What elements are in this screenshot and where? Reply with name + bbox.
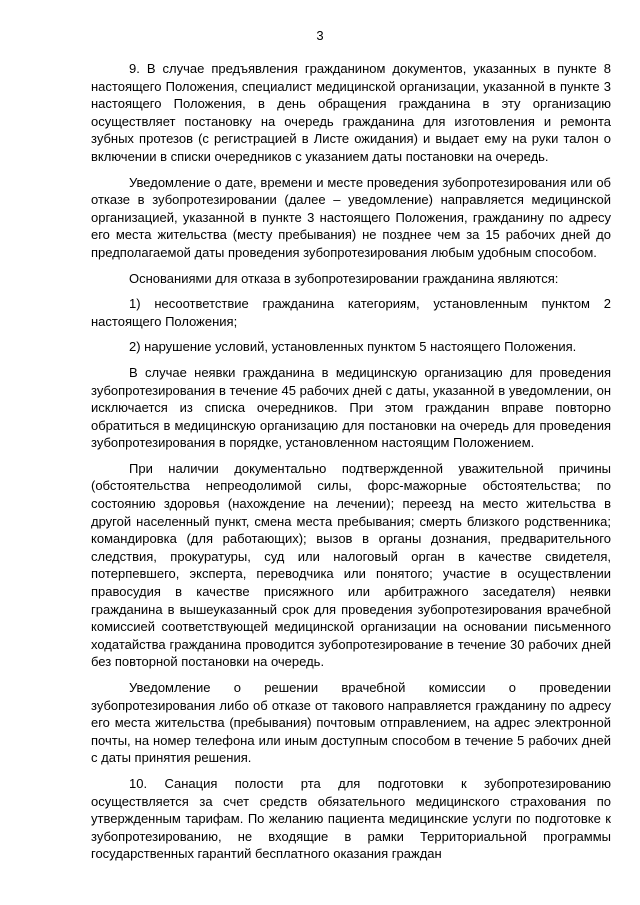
list-item-2: 2) нарушение условий, установленных пунктом 5 настоящего Положения. <box>129 339 577 355</box>
paragraph-refusal-grounds: Основаниями для отказа в зубопротезировании гражданина являются: <box>129 270 559 286</box>
paragraph-9: 9. В случае предъявления гражданином документов, указанных в пункте 8 настоящего Положения, специалист медицинской организации, указанной в пункте 3 настоящего Положения, в день обращения гражданина в эту организацию осуществляет постановку на очередь гражданина для изготовления и ремонта зубных протезов (с регистрацией в Листе ожидания) и выдает ему на руки талон о включении в списки очередников с указанием даты постановки на очередь. <box>91 61 611 164</box>
list-item-1: 1) несоответствие гражданина категориям, установленным пунктом 2 настоящего Положения; <box>91 296 611 329</box>
document-body <box>91 60 611 871</box>
paragraph-commission-decision: Уведомление о решении врачебной комиссии о проведении зубопротезирования либо об отказе от такового направляется гражданину по адресу его места жительства (пребывания) почтовым отправлением, на адрес электронной почты, на номер телефона или иным доступным способом в течение 5 рабочих дней с даты принятия решения. <box>91 680 611 766</box>
paragraph-no-show: В случае неявки гражданина в медицинскую организацию для проведения зубопротезирования в течение 45 рабочих дней с даты, указанной в уведомлении, он исключается из списка очередников. При этом гражданин вправе повторно обратиться в медицинскую организацию для постановки на очередь для проведения зубопротезирования в порядке, установленном настоящим Положением. <box>91 364 611 451</box>
paragraph-notification: Уведомление о дате, времени и месте проведения зубопротезирования или об отказе в зубопротезировании (далее – уведомление) направляется медицинской организацией, указанной в пункте 3 настоящего Положения, гражданину по адресу его места жительства (месту пребывания) не позднее чем за 15 рабочих дней до предполагаемой даты проведения зубопротезирования любым удобным способом. <box>91 174 611 260</box>
page-number: 3 <box>316 28 324 43</box>
paragraph-valid-reason: При наличии документально подтвержденной уважительной причины (обстоятельства непреодолимой силы, форс-мажорные обстоятельства; по состоянию здоровья (нахождение на лечении); переезд на место жительства в другой населенный пункт, смена места пребывания; смерть близкого родственника; командировка (для работающих); вызов в органы дознания, предварительного следствия, прокуратуры, суд или налоговый орган в качестве свидетеля, потерпевшего, эксперта, переводчика или понятого; участие в осуществлении правосудия в качестве присяжного или арбитражного заседателя) неявки гражданина в вышеуказанный срок для проведения зубопротезирования врачебной комиссией соответствующей медицинской организации на основании письменного ходатайства гражданина проводится зубопротезирование в течение 30 рабочих дней без повторной постановки на очередь. <box>91 460 611 670</box>
paragraph-10: 10. Санация полости рта для подготовки к зубопротезированию осуществляется за счет средств обязательного медицинского страхования по утвержденным тарифам. По желанию пациента медицинские услуги по подготовке к зубопротезированию, не входящие в рамки Территориальной программы государственных гарантий бесплатного оказания граждан <box>91 775 611 862</box>
